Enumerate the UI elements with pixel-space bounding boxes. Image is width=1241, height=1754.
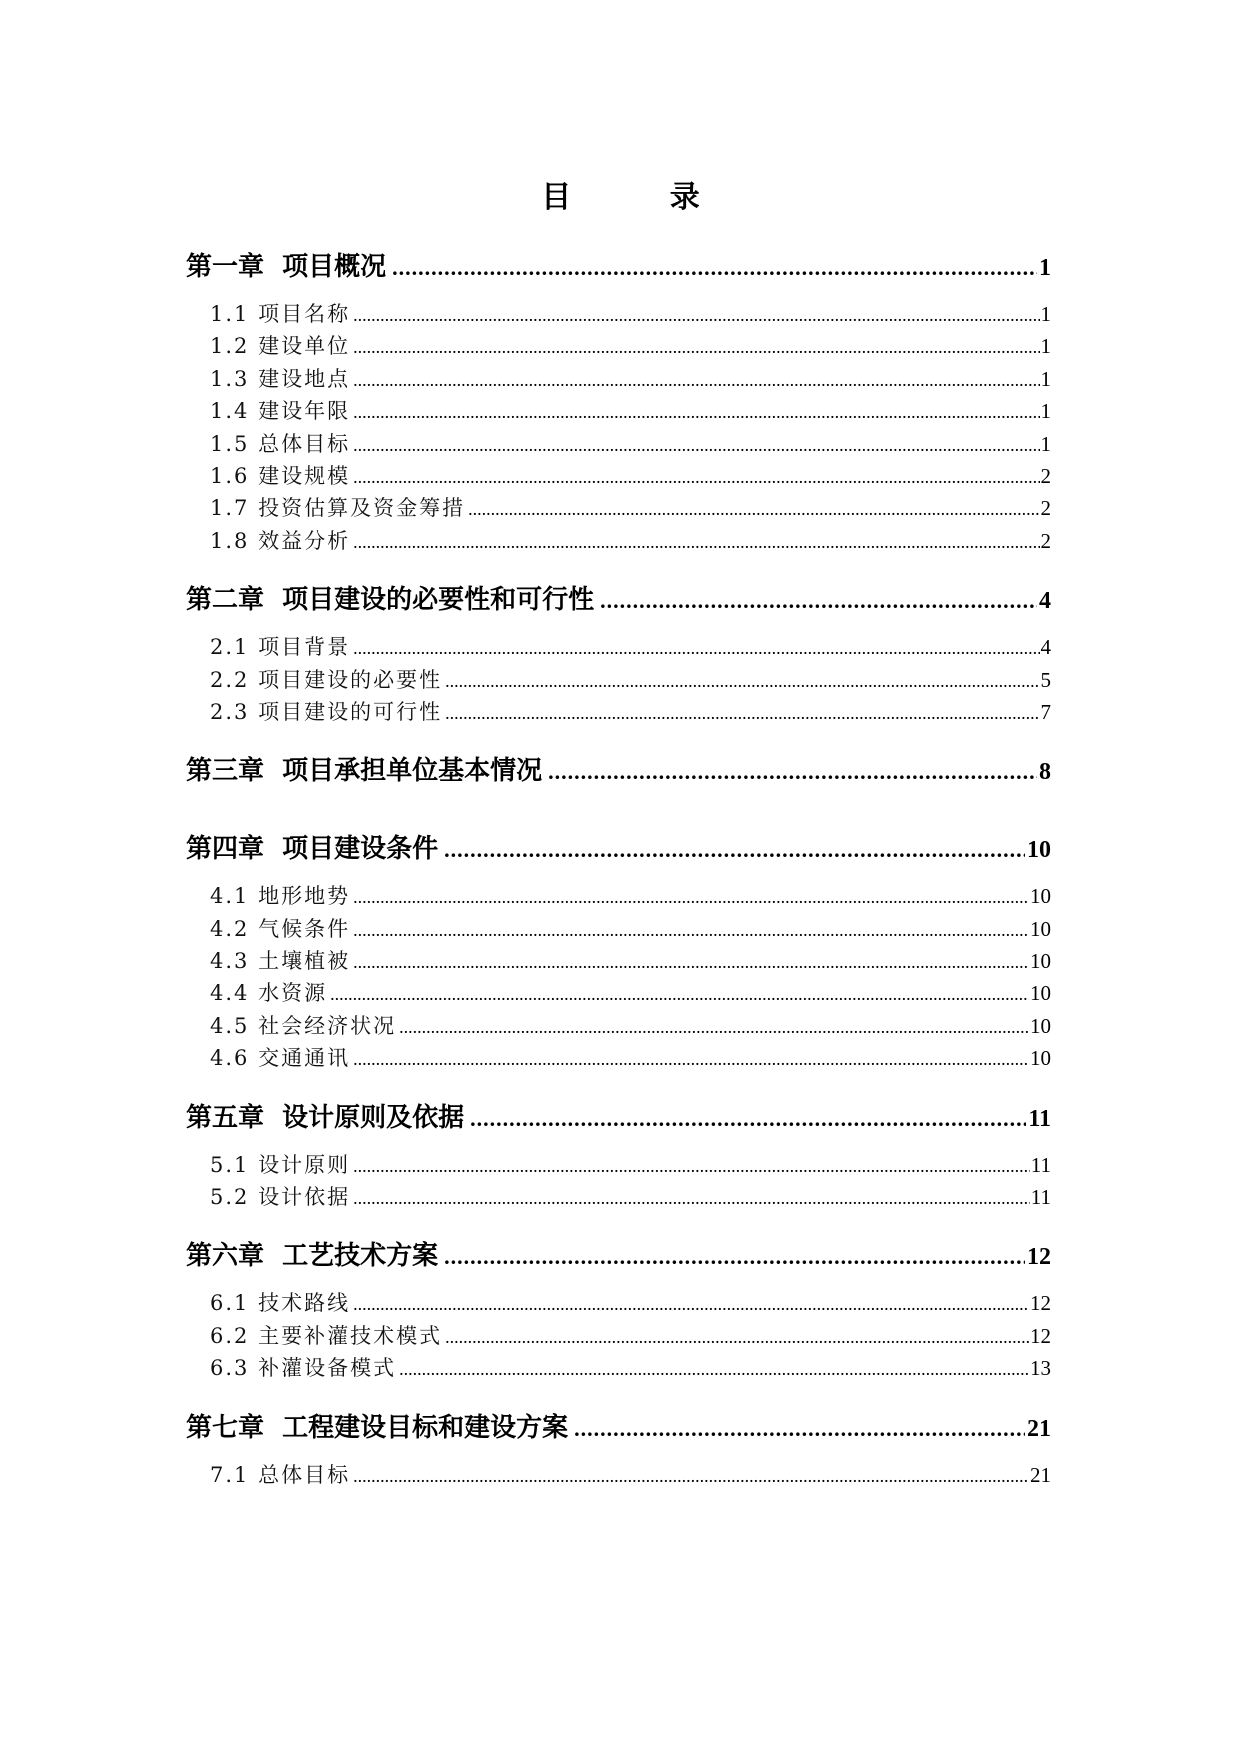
toc-section-entry[interactable] [210, 1010, 1051, 1042]
toc-section-entry[interactable] [210, 1287, 1051, 1319]
chapter-block [186, 828, 1051, 1074]
section-label: 4.6 交通通讯 [210, 1046, 351, 1071]
dot-leader [353, 337, 1039, 358]
section-label: 1.2 建设单位 [210, 334, 351, 359]
section-label: 1.1 项目名称 [210, 302, 351, 326]
chapter-label: 第二章 项目建设的必要性和可行性 [186, 585, 595, 616]
section-label: 2.1 项目背景 [210, 635, 351, 660]
toc-section-entry[interactable] [210, 1320, 1051, 1352]
toc-chapter-entry[interactable] [186, 1235, 1051, 1275]
section-page-number: 10 [1030, 1046, 1051, 1071]
dot-leader [353, 402, 1039, 423]
section-label: 5.2 设计依据 [210, 1185, 351, 1210]
section-page-number: 10 [1030, 884, 1051, 909]
dot-leader [444, 1244, 1025, 1270]
section-page-number: 2 [1040, 528, 1051, 553]
chapter-label: 第七章 工程建设目标和建设方案 [186, 1412, 569, 1443]
section-page-number: 4 [1040, 635, 1051, 660]
section-group [186, 298, 1051, 557]
dot-leader [353, 467, 1039, 488]
dot-leader [600, 588, 1037, 614]
section-page-number: 2 [1040, 496, 1051, 521]
dot-leader [468, 499, 1039, 520]
section-label: 1.7 投资估算及资金筹措 [210, 496, 466, 521]
section-label: 4.4 水资源 [210, 981, 328, 1006]
section-page-number: 1 [1040, 366, 1051, 391]
section-label: 1.4 建设年限 [210, 399, 351, 424]
toc-section-entry[interactable] [210, 880, 1051, 912]
section-page-number: 2 [1040, 463, 1051, 488]
toc-section-entry[interactable] [210, 664, 1051, 696]
toc-chapter-entry[interactable] [186, 579, 1051, 619]
section-page-number: 1 [1040, 334, 1051, 359]
dot-leader [399, 1359, 1029, 1380]
section-label: 1.6 建设规模 [210, 463, 351, 488]
dot-leader [445, 1327, 1029, 1348]
chapter-label: 第三章 项目承担单位基本情况 [186, 756, 543, 787]
toc-section-entry[interactable] [210, 1042, 1051, 1074]
toc-section-entry[interactable] [210, 363, 1051, 395]
chapter-page-number: 8 [1039, 759, 1051, 786]
section-page-number: 12 [1030, 1291, 1051, 1316]
section-label: 7.1 总体目标 [210, 1462, 351, 1487]
toc-list [186, 246, 1051, 1513]
dot-leader [353, 1294, 1029, 1315]
section-page-number: 21 [1030, 1462, 1051, 1487]
section-page-number: 7 [1040, 699, 1051, 724]
chapter-label: 第四章 项目建设条件 [186, 834, 439, 865]
dot-leader [353, 920, 1029, 941]
dot-leader [353, 532, 1039, 553]
dot-leader [470, 1106, 1026, 1132]
dot-leader [353, 1466, 1029, 1487]
section-label: 4.3 土壤植被 [210, 949, 351, 974]
toc-chapter-entry[interactable] [186, 828, 1051, 868]
toc-section-entry[interactable] [210, 913, 1051, 945]
section-page-number: 10 [1030, 916, 1051, 941]
dot-leader [353, 887, 1029, 908]
dot-leader [574, 1416, 1025, 1442]
dot-leader [399, 1017, 1029, 1038]
chapter-block [186, 1407, 1051, 1491]
dot-leader [548, 759, 1037, 785]
toc-section-entry[interactable] [210, 977, 1051, 1009]
chapter-page-number: 11 [1028, 1105, 1051, 1132]
chapter-page-number: 10 [1027, 837, 1051, 864]
toc-section-entry[interactable] [210, 1352, 1051, 1384]
dot-leader [353, 1188, 1030, 1209]
chapter-block [186, 1097, 1051, 1214]
dot-leader [445, 671, 1039, 692]
section-page-number: 11 [1030, 1185, 1051, 1210]
toc-section-entry[interactable] [210, 1149, 1051, 1181]
toc-chapter-entry[interactable] [186, 750, 1051, 790]
dot-leader [353, 435, 1039, 456]
toc-section-entry[interactable] [210, 460, 1051, 492]
chapter-label: 第五章 设计原则及依据 [186, 1102, 465, 1133]
toc-section-entry[interactable] [210, 395, 1051, 427]
toc-title: 目 录 [541, 180, 744, 215]
section-label: 1.8 效益分析 [210, 528, 351, 553]
section-page-number: 10 [1030, 1013, 1051, 1038]
chapter-block [186, 246, 1051, 557]
toc-section-entry[interactable] [210, 1459, 1051, 1491]
section-group [186, 1459, 1051, 1491]
toc-section-entry[interactable] [210, 631, 1051, 663]
section-group [186, 1149, 1051, 1214]
dot-leader [353, 1156, 1030, 1177]
section-label: 4.5 社会经济状况 [210, 1013, 397, 1038]
toc-section-entry[interactable] [210, 492, 1051, 524]
dot-leader [353, 305, 1039, 326]
section-label: 6.1 技术路线 [210, 1291, 351, 1316]
toc-section-entry[interactable] [210, 525, 1051, 557]
section-label: 6.3 补灌设备模式 [210, 1356, 397, 1381]
chapter-block [186, 1235, 1051, 1384]
section-page-number: 1 [1040, 431, 1051, 456]
toc-section-entry[interactable] [210, 428, 1051, 460]
dot-leader [353, 1049, 1029, 1070]
section-page-number: 10 [1030, 949, 1051, 974]
section-label: 2.2 项目建设的必要性 [210, 667, 443, 692]
toc-section-entry[interactable] [210, 1181, 1051, 1213]
section-label: 1.3 建设地点 [210, 366, 351, 391]
toc-chapter-entry[interactable] [186, 246, 1051, 286]
dot-leader [444, 837, 1025, 863]
toc-section-entry[interactable] [210, 330, 1051, 362]
section-label: 4.2 气候条件 [210, 916, 351, 941]
section-page-number: 12 [1030, 1323, 1051, 1348]
dot-leader [392, 255, 1037, 281]
chapter-block [186, 579, 1051, 728]
section-page-number: 1 [1040, 302, 1051, 326]
section-label: 4.1 地形地势 [210, 884, 351, 909]
toc-section-entry[interactable] [210, 945, 1051, 977]
chapter-page-number: 4 [1039, 588, 1051, 615]
section-page-number: 13 [1030, 1356, 1051, 1381]
section-group [186, 631, 1051, 728]
toc-section-entry[interactable] [210, 696, 1051, 728]
section-page-number: 11 [1030, 1152, 1051, 1177]
section-group [186, 880, 1051, 1074]
section-page-number: 1 [1040, 399, 1051, 424]
section-label: 5.1 设计原则 [210, 1152, 351, 1177]
dot-leader [445, 703, 1039, 724]
section-label: 1.5 总体目标 [210, 431, 351, 456]
section-label: 6.2 主要补灌技术模式 [210, 1323, 443, 1348]
section-group [186, 1287, 1051, 1384]
chapter-label: 第一章 项目概况 [186, 252, 387, 282]
toc-chapter-entry[interactable] [186, 1407, 1051, 1447]
chapter-label: 第六章 工艺技术方案 [186, 1241, 439, 1272]
dot-leader [353, 638, 1039, 659]
chapter-page-number: 1 [1039, 255, 1051, 281]
section-label: 2.3 项目建设的可行性 [210, 699, 443, 724]
chapter-block [186, 750, 1051, 790]
chapter-page-number: 21 [1027, 1415, 1051, 1442]
chapter-page-number: 12 [1027, 1244, 1051, 1271]
section-page-number: 10 [1030, 981, 1051, 1006]
dot-leader [353, 370, 1039, 391]
section-page-number: 5 [1040, 667, 1051, 692]
toc-section-entry[interactable] [210, 298, 1051, 330]
dot-leader [353, 952, 1029, 973]
dot-leader [330, 984, 1029, 1005]
toc-chapter-entry[interactable] [186, 1097, 1051, 1137]
